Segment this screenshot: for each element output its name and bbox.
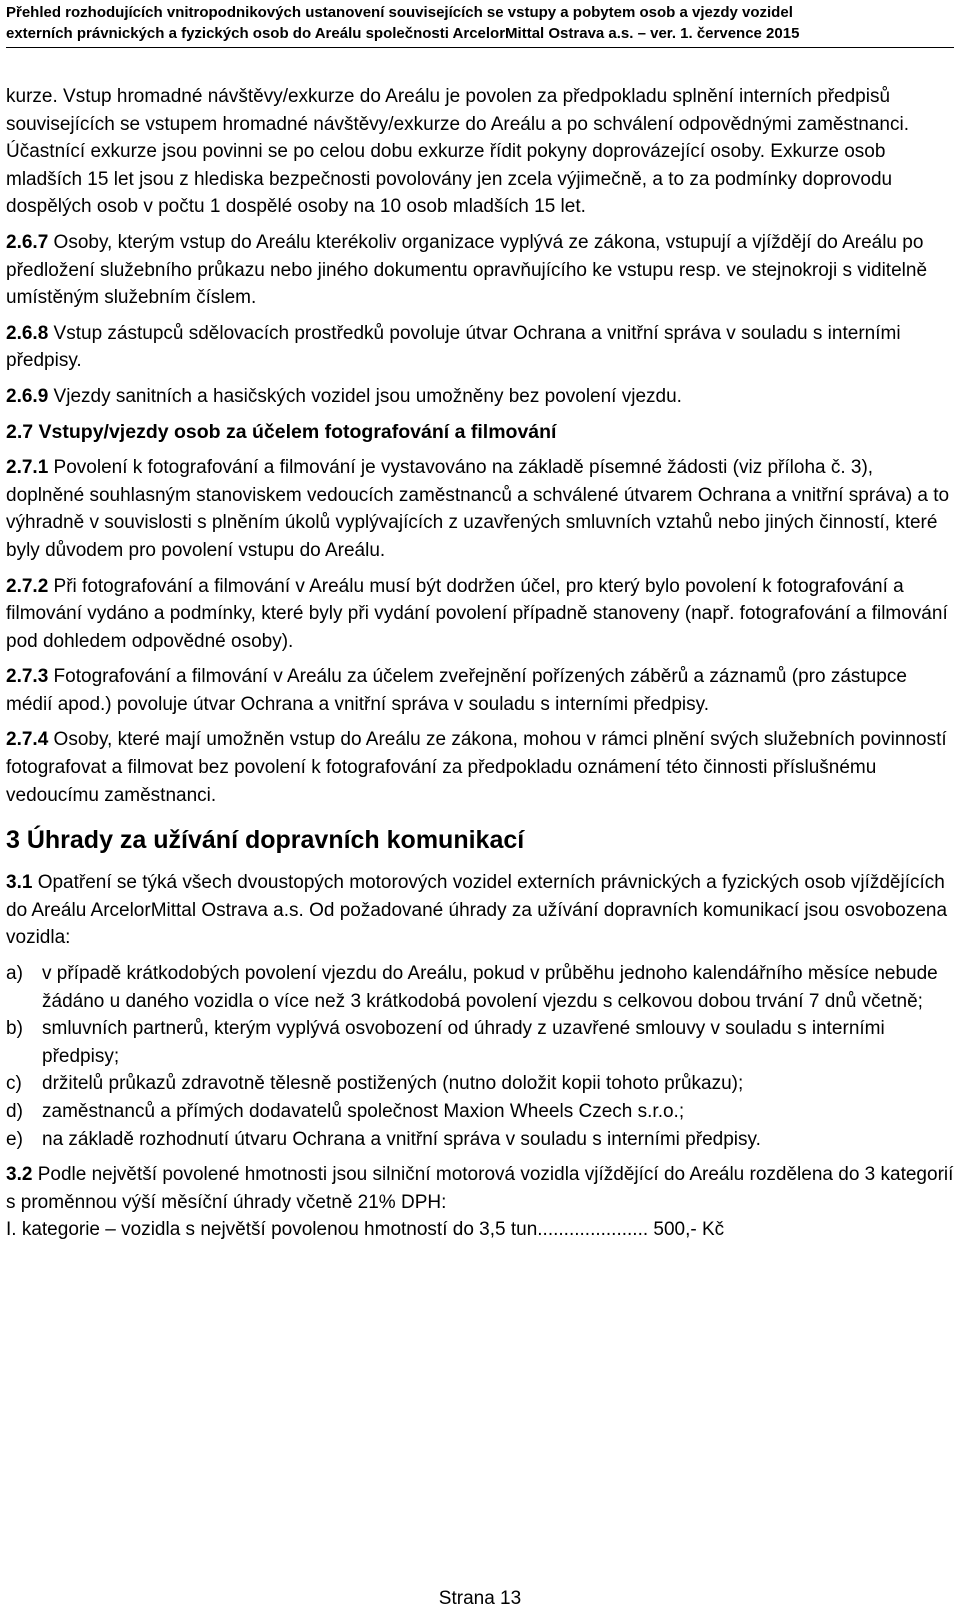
header-line-1: Přehled rozhodujících vnitropodnikových ustanovení souvisejících se vstupy a pobytem osob a vjezdy vozidel <box>6 4 793 21</box>
section-number: 2.7.3 <box>6 666 49 688</box>
section-2-6-7 <box>6 229 954 312</box>
list-item <box>6 1015 954 1070</box>
list-item-text: smluvních partnerů, kterým vyplývá osvobození od úhrady z uzavřené smlouvy v souladu s interními předpisy; <box>42 1018 885 1067</box>
section-text: Fotografování a filmování v Areálu za účelem zveřejnění pořízených záběrů a záznamů (pro zástupce médií apod.) povoluje útvar Ochrana a vnitřní správa v souladu s interními předpisy. <box>6 666 907 715</box>
section-text: Osoby, které mají umožněn vstup do Areálu ze zákona, mohou v rámci plnění svých služebních povinností fotografovat a filmovat bez povolení k fotografování za předpokladu oznámení této činnosti příslušnému vedoucímu zaměstnanci. <box>6 729 947 806</box>
section-text: Podle největší povolené hmotnosti jsou silniční motorová vozidla vjíždějící do Areálu rozdělena do 3 kategorií s proměnnou výší měsíční úhrady včetně 21% DPH: <box>6 1164 954 1213</box>
section-2-7-4 <box>6 726 954 809</box>
section-number: 2.6.9 <box>6 385 49 407</box>
header-line-2: externích právnických a fyzických osob do Areálu společnosti ArcelorMittal Ostrava a.s. – ver. 1. července 2015 <box>6 25 800 42</box>
list-marker: d) <box>6 1101 23 1122</box>
section-2-7-1 <box>6 454 954 564</box>
list-marker: b) <box>6 1018 23 1040</box>
section-number: 2.6.8 <box>6 322 49 344</box>
intro-paragraph: kurze. Vstup hromadné návštěvy/exkurze do Areálu je povolen za předpokladu splnění interních předpisů souvisejících se vstupem hromadné návštěvy/exkurze do Areálu a po schválení odpovědnými zaměstnanci. Účastnící exkurze jsou povinni se po celou dobu exkurze řídit pokyny doprovázející osoby. Exkurze osob mladších 15 let jsou z hlediska bezpečnosti povolovány jen zcela výjimečně, a to za podmínky doprovodu dospělých osob v počtu 1 dospělé osoby na 10 osob mladších 15 let. <box>6 86 909 218</box>
page-number: Strana 13 <box>438 1588 522 1609</box>
section-2-6-9 <box>6 383 954 411</box>
section-2-6-8 <box>6 320 954 375</box>
header-rule <box>6 47 954 48</box>
section-number: 3.1 <box>6 872 33 894</box>
section-text: Při fotografování a filmování v Areálu musí být dodržen účel, pro který bylo povolení k fotografování a filmování vydáno a podmínky, které byly při vydání povolení případně stanoveny (např. fotografování a filmování pod dohledem odpovědné osoby). <box>6 575 948 652</box>
category-1-line: I. kategorie – vozidla s největší povolenou hmotností do 3,5 tun..................... 500,- Kč <box>6 1219 725 1241</box>
list-marker: c) <box>6 1073 22 1095</box>
document-body <box>6 83 954 1244</box>
section-2-7-2 <box>6 573 954 656</box>
heading-3: 3 Úhrady za užívání dopravních komunikací <box>6 826 525 855</box>
list-item-text: v případě krátkodobých povolení vjezdu do Areálu, pokud v průběhu jednoho kalendářního měsíce nebude žádáno u daného vozidla o více než 3 krátkodobá povolení vjezdu s celkovou dobou trvání 7 dnů včetně; <box>42 963 938 1012</box>
section-text: Osoby, kterým vstup do Areálu kterékoliv organizace vyplývá ze zákona, vstupují a vjíždějí do Areálu po předložení služebního průkazu nebo jiného dokumentu opravňujícího ke vstupu resp. ve stejnokroji s viditelně umístěným služebním číslem. <box>6 231 928 309</box>
heading-2-7: 2.7 Vstupy/vjezdy osob za účelem fotografování a filmování <box>6 420 557 443</box>
section-number: 2.6.7 <box>6 231 49 253</box>
list-item <box>6 1070 954 1098</box>
section-text: Povolení k fotografování a filmování je vystavováno na základě písemné žádosti (viz příloha č. 3), doplněné souhlasným stanoviskem vedoucích zaměstnanců a schválené útvarem Ochrana a vnitřní správa) a to výhradně v souvislosti s plněním úkolů vyplývajících z uzavřených smluvních vztahů nebo jiných činností, které byly důvodem pro povolení vstupu do Areálu. <box>6 457 950 561</box>
list-item <box>6 960 954 1015</box>
section-number: 2.7.2 <box>6 575 49 597</box>
list-item-text: na základě rozhodnutí útvaru Ochrana a vnitřní správa v souladu s interními předpisy. <box>42 1128 761 1150</box>
section-text: Vjezdy sanitních a hasičských vozidel jsou umožněny bez povolení vjezdu. <box>48 385 682 407</box>
section-text: Vstup zástupců sdělovacích prostředků povoluje útvar Ochrana a vnitřní správa v souladu s interními předpisy. <box>6 322 901 372</box>
list-marker: e) <box>6 1128 23 1150</box>
section-number: 2.7.1 <box>6 457 49 479</box>
section-2-7-3 <box>6 663 954 718</box>
section-number: 2.7.4 <box>6 729 49 751</box>
exemption-list <box>6 960 954 1153</box>
list-item <box>6 1098 954 1126</box>
section-text: Opatření se týká všech dvoustopých motorových vozidel externích právnických a fyzických osob vjíždějících do Areálu ArcelorMittal Ostrava a.s. Od požadované úhrady za užívání dopravních komunikací jsou osvobozena vozidla: <box>6 872 948 949</box>
list-item <box>6 1126 954 1154</box>
section-3-1 <box>6 869 954 952</box>
list-item-text: držitelů průkazů zdravotně tělesně postižených (nutno doložit kopii tohoto průkazu); <box>42 1073 744 1095</box>
page-header <box>6 2 954 44</box>
list-marker: a) <box>6 963 23 985</box>
section-number: 3.2 <box>6 1164 33 1186</box>
list-item-text: zaměstnanců a přímých dodavatelů společnost Maxion Wheels Czech s.r.o.; <box>42 1101 685 1122</box>
section-3-2 <box>6 1161 954 1216</box>
